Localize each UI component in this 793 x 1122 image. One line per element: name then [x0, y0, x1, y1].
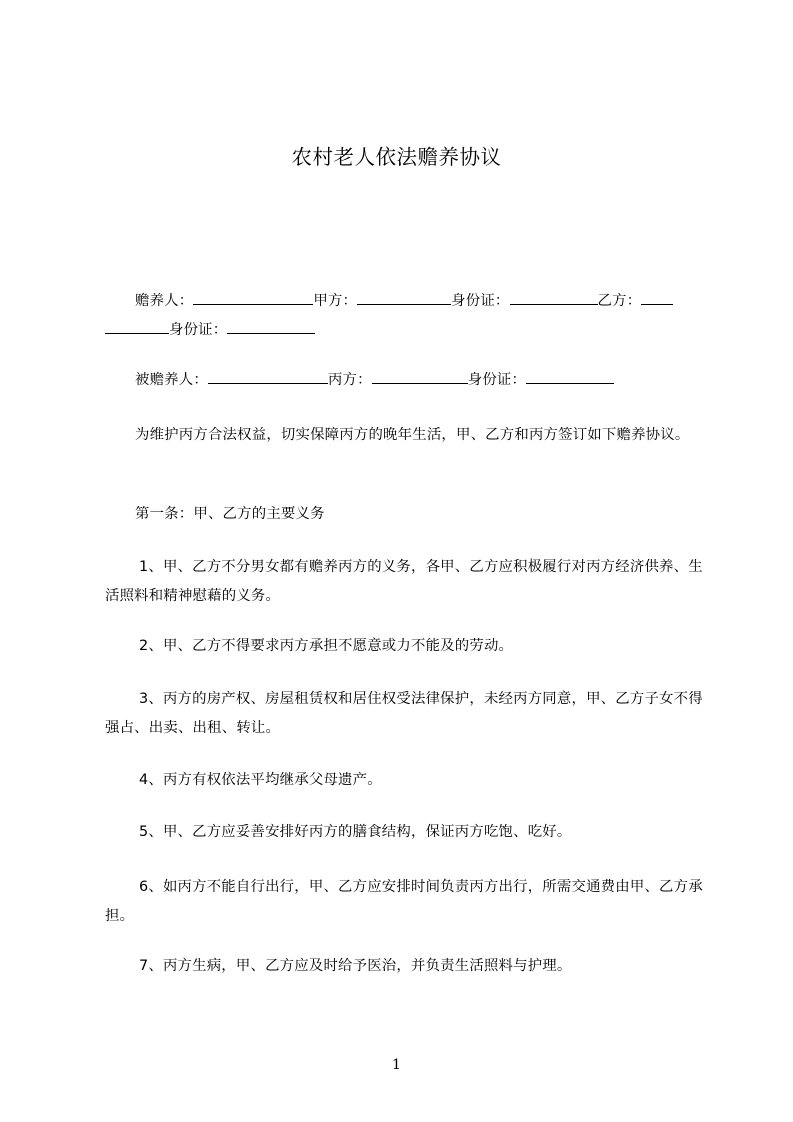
clause-5 — [105, 818, 705, 847]
id-blank-2[interactable] — [227, 320, 315, 334]
supporter-parties-line — [105, 287, 705, 345]
article-heading-text: 第一条：甲、乙方的主要义务 — [135, 506, 325, 522]
id-label-3: 身份证： — [467, 372, 527, 388]
clause-4 — [105, 766, 705, 795]
intro-text: 为维护丙方合法权益，切实保障丙方的晚年生活，甲、乙方和丙方签订如下赡养协议。 — [135, 427, 690, 443]
clause-1-text: 1、甲、乙方不分男女都有赡养丙方的义务，各甲、乙方应积极履行对丙方经济供养、生活照料和精神慰藉的义务。 — [105, 559, 703, 604]
id-blank-3[interactable] — [526, 370, 614, 384]
article-heading — [105, 500, 705, 529]
id-label-1: 身份证： — [451, 293, 510, 309]
clause-2-text: 2、甲、乙方不得要求丙方承担不愿意或力不能及的劳动。 — [139, 638, 514, 654]
party-b-blank-start[interactable] — [641, 291, 673, 305]
clause-1 — [105, 553, 705, 611]
party-b-blank-end[interactable] — [105, 320, 169, 334]
page-number: 1 — [392, 1057, 401, 1073]
supported-label: 被赡养人： — [135, 372, 208, 388]
party-b-label: 乙方： — [597, 293, 642, 309]
clause-6 — [105, 873, 705, 931]
clause-7 — [105, 952, 705, 981]
clause-7-text: 7、丙方生病，甲、乙方应及时给予医治，并负责生活照料与护理。 — [139, 958, 572, 974]
clause-5-text: 5、甲、乙方应妥善安排好丙方的膳食结构，保证丙方吃饱、吃好。 — [139, 824, 572, 840]
party-c-blank[interactable] — [372, 370, 468, 384]
supported-party-line — [105, 366, 705, 395]
document-title: 农村老人依法赡养协议 — [291, 145, 502, 169]
clause-4-text: 4、丙方有权依法平均继承父母遗产。 — [139, 772, 382, 788]
supporter-blank[interactable] — [193, 291, 313, 305]
supported-blank[interactable] — [208, 370, 328, 384]
supporter-label: 赡养人： — [135, 293, 194, 309]
id-blank-1[interactable] — [510, 291, 598, 305]
clause-3 — [105, 685, 705, 743]
party-a-label: 甲方： — [313, 293, 358, 309]
clause-6-text: 6、如丙方不能自行出行，甲、乙方应安排时间负责丙方出行，所需交通费由甲、乙方承担。 — [105, 879, 703, 924]
id-label-2: 身份证： — [169, 322, 228, 338]
clause-2 — [105, 632, 705, 661]
intro-paragraph — [105, 421, 705, 450]
party-c-label: 丙方： — [327, 372, 372, 388]
party-a-blank[interactable] — [357, 291, 451, 305]
clause-3-text: 3、丙方的房产权、房屋租赁权和居住权受法律保护，未经丙方同意，甲、乙方子女不得强占、出卖、出租、转让。 — [105, 691, 703, 736]
